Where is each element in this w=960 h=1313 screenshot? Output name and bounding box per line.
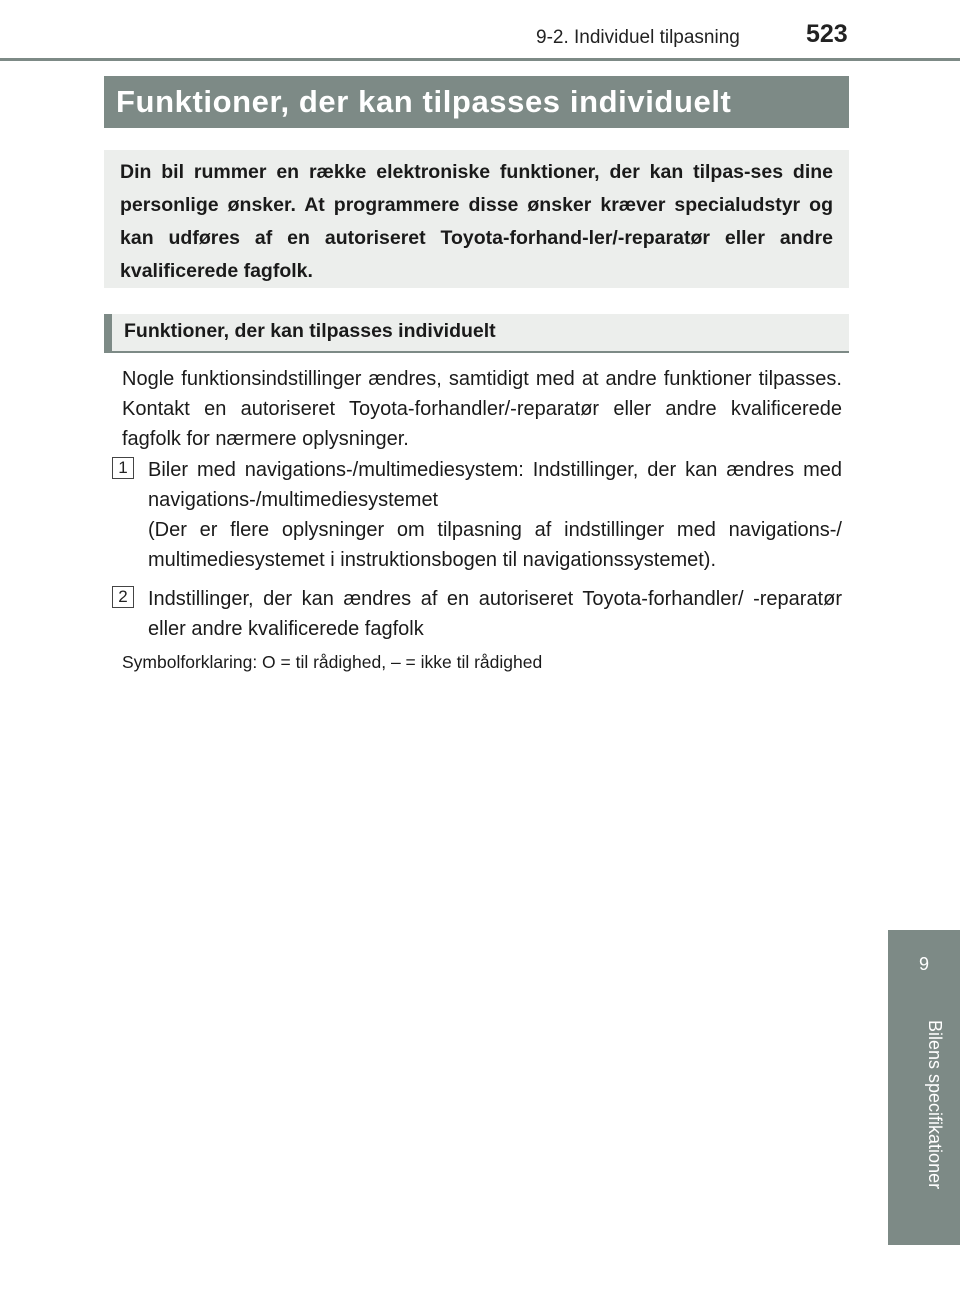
list-item-main-text: Biler med navigations-/multimediesystem: Indstillinger, der kan ændres med navigations-/multimediesystemet — [148, 459, 842, 511]
list-item-main-text: Indstillinger, der kan ændres af en autoriseret Toyota-forhandler/ -reparatør eller andre kvalificerede fagfolk — [148, 588, 842, 640]
section-title: 9-2. Individuel tilpasning — [536, 27, 740, 48]
list-item-text — [148, 455, 842, 575]
list-item-text — [148, 584, 842, 644]
chapter-label: Bilens specifikationer — [925, 1020, 945, 1190]
number-marker-icon: 1 — [112, 457, 134, 479]
chapter-number: 9 — [918, 954, 929, 974]
number-marker-icon: 2 — [112, 586, 134, 608]
symbol-legend: Symbolforklaring: O = til rådighed, – = ikke til rådighed — [122, 652, 543, 672]
heading-accent-bar — [104, 314, 112, 351]
subsection-heading-text: Funktioner, der kan tilpasses individuelt — [124, 320, 496, 342]
page-number: 523 — [806, 20, 848, 48]
title-bar — [104, 76, 849, 128]
intro-box — [104, 150, 849, 288]
body-paragraph: Nogle funktionsindstillinger ændres, samtidigt med at andre funktioner tilpasses. Kontakt en autoriseret Toyota-forhandler/-reparatør eller andre kvalificerede fagfolk for nærmere oplysninger. — [122, 368, 842, 450]
list-item-note: (Der er flere oplysninger om tilpasning af indstillinger med navigations-/ multimediesystemet i instruktionsbogen til navigationssystemet). — [148, 519, 842, 571]
page-title: Funktioner, der kan tilpasses individuelt — [116, 84, 732, 119]
header-rule — [0, 58, 960, 61]
page-header — [0, 0, 960, 56]
intro-text: Din bil rummer en række elektroniske funktioner, der kan tilpas-ses dine personlige ønsker. At programmere disse ønsker kræver specialudstyr og kan udføres af en autoriseret Toyota-forhand-ler/-reparatør eller andre kvalificerede fagfolk. — [120, 161, 833, 282]
chapter-side-tab[interactable] — [888, 930, 960, 1245]
subsection-heading — [104, 314, 849, 353]
